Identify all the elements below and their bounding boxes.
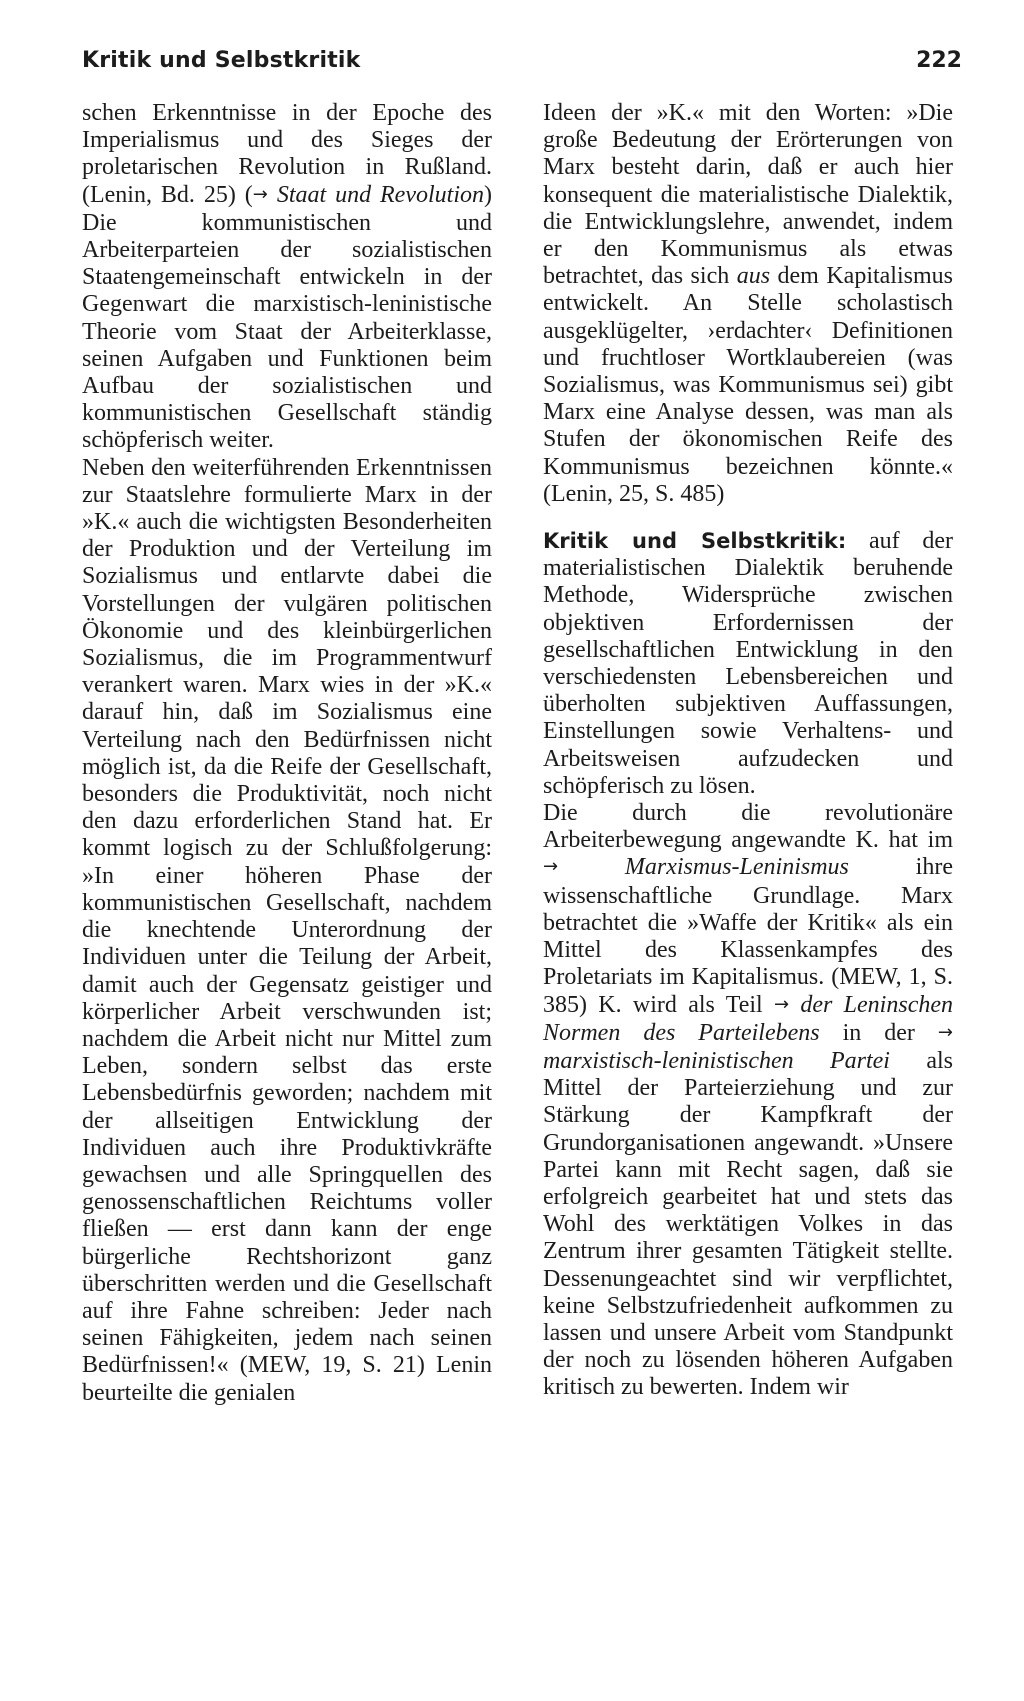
entry-headword: Kritik und Selbstkritik: (543, 529, 847, 554)
left-paragraph-2: Neben den weiterführenden Erkenntnissen zur Staatslehre formulierte Marx in der »K.« auch die wichtigsten Besonderheiten der Produktion und der Verteilung im Sozialismus und entlarvte dabei die Vorstellungen der vulgären politischen Ökonomie und des kleinbürgerlichen Sozialismus, die im Programmentwurf verankert waren. Marx wies in der »K.« darauf hin, daß im Sozialismus eine Verteilung nach den Bedürfnissen nicht möglich ist, da die Reife der Gesellschaft, besonders die Produktivität, noch nicht den dazu erforderlichen Stand hat. Er kommt logisch zu der Schlußfolgerung: »In einer höheren Phase der kommunistischen Gesellschaft, nachdem die knechtende Unterordnung der Individuen unter die Teilung der Arbeit, damit auch der Gegensatz geistiger und körperlicher Arbeit verschwunden ist; nachdem die Arbeit nicht nur Mittel zum Leben, sondern selbst das erste Lebensbedürfnis geworden; nachdem mit der allseitigen Entwicklung der Individuen auch ihre Produktivkräfte gewachsen und alle Springquellen des genossenschaftlichen Reichtums voller fließen — erst dann kann der enge bürgerliche Rechtshorizont ganz überschritten werden und die Gesellschaft auf ihre Fahne schreiben: Jeder nach seinen Fähigkeiten, jedem nach seinen Bedürfnissen!« (MEW, 19, S. 21) Lenin beurteilte die genialen (82, 454, 492, 1406)
emphasis: aus (736, 263, 771, 290)
page-number: 222 (916, 48, 962, 73)
text: Ideen der »K.« mit den Worten: »Die große Bedeutung der Erörterungen von Marx besteht darin, daß er auch hier konsequent die materialistische Dialektik, die Entwicklungslehre, anwendet, indem er den Kommunismus als etwas betrachtet, das sich (543, 100, 953, 290)
cross-reference-arrow-icon: → (543, 856, 559, 878)
cross-reference: Staat und Revolution (267, 181, 484, 208)
right-paragraph-1 (543, 100, 953, 508)
text: in der (819, 1019, 938, 1046)
text: Die durch die revolutionäre Arbeiterbewegung angewandte K. hat im (543, 800, 953, 854)
right-paragraph-3 (543, 800, 953, 1401)
right-column (543, 100, 953, 1402)
cross-reference: der Leninschen Normen des Parteilebens (543, 991, 953, 1046)
text: als Mittel der Parteierziehung und zur Stärkung der Kampfkraft der Grundorganisationen angewandt. »Unsere Partei kann mit Recht sagen, daß sie erfolgreich gearbeitet hat und stets das Wohl des werktätigen Volkes in das Zentrum ihrer gesamten Tätigkeit stellte. Dessenungeachtet sind wir verpflichtet, keine Selbstzufriedenheit aufkommen zu lassen und unsere Arbeit vom Standpunkt der noch zu lösenden höheren Aufgaben kritisch zu bewerten. Indem wir (543, 1047, 953, 1401)
left-paragraph-1 (82, 100, 492, 455)
text: dem Kapitalismus entwickelt. An Stelle scholastisch ausgeklügelter, ›erdachter‹ Definitionen und fruchtloser Wortklaubereien (was Sozialismus, was Kommunismus sei) gibt Marx eine Analyse dessen, was man als Stufen der ökonomischen Reife des Kommunismus bezeichnen könnte.« (Lenin, 25, S. 485) (543, 263, 953, 507)
text: ) Die kommunistischen und Arbeiterparteien der sozialistischen Staatengemeinschaft entwickeln in der Gegenwart die marxistisch-leninistische Theorie vom Staat der Arbeiterklasse, seinen Aufgaben und Funktionen beim Aufbau der sozialistischen und kommunistischen Gesellschaft ständig schöpferisch weiter. (82, 181, 492, 454)
text: auf der materialistischen Dialektik beruhende Methode, Widersprüche zwischen objektiven Erfordernissen der gesellschaftlichen Entwicklung in den verschiedensten Lebensbereichen und überholten subjektiven Auffassungen, Einstellungen sowie Verhaltens- und Arbeitsweisen aufzudecken und schöpferisch zu lösen. (543, 528, 953, 799)
cross-reference-arrow-icon: → (774, 993, 790, 1015)
running-head: Kritik und Selbstkritik (82, 48, 361, 73)
entry-definition (543, 528, 953, 800)
cross-reference: marxistisch-leninistischen Partei (543, 1047, 890, 1074)
text: ihre wissenschaftliche Grundlage. Marx betrachtet die »Waffe der Kritik« als ein Mittel des Klassenkampfes des Proletariats im Kapitalismus. (MEW, 1, S. 385) K. wird als Teil (543, 854, 953, 1018)
cross-reference-arrow-icon: → (252, 183, 268, 205)
left-column (82, 100, 492, 1407)
cross-reference: Marxismus-Leninismus (558, 854, 849, 881)
cross-reference-arrow-icon: → (937, 1021, 954, 1043)
text: schen Erkenntnisse in der Epoche des Imperialismus und des Sieges der proletarischen Revolution in Rußland. (Lenin, Bd. 25) ( (82, 100, 492, 208)
